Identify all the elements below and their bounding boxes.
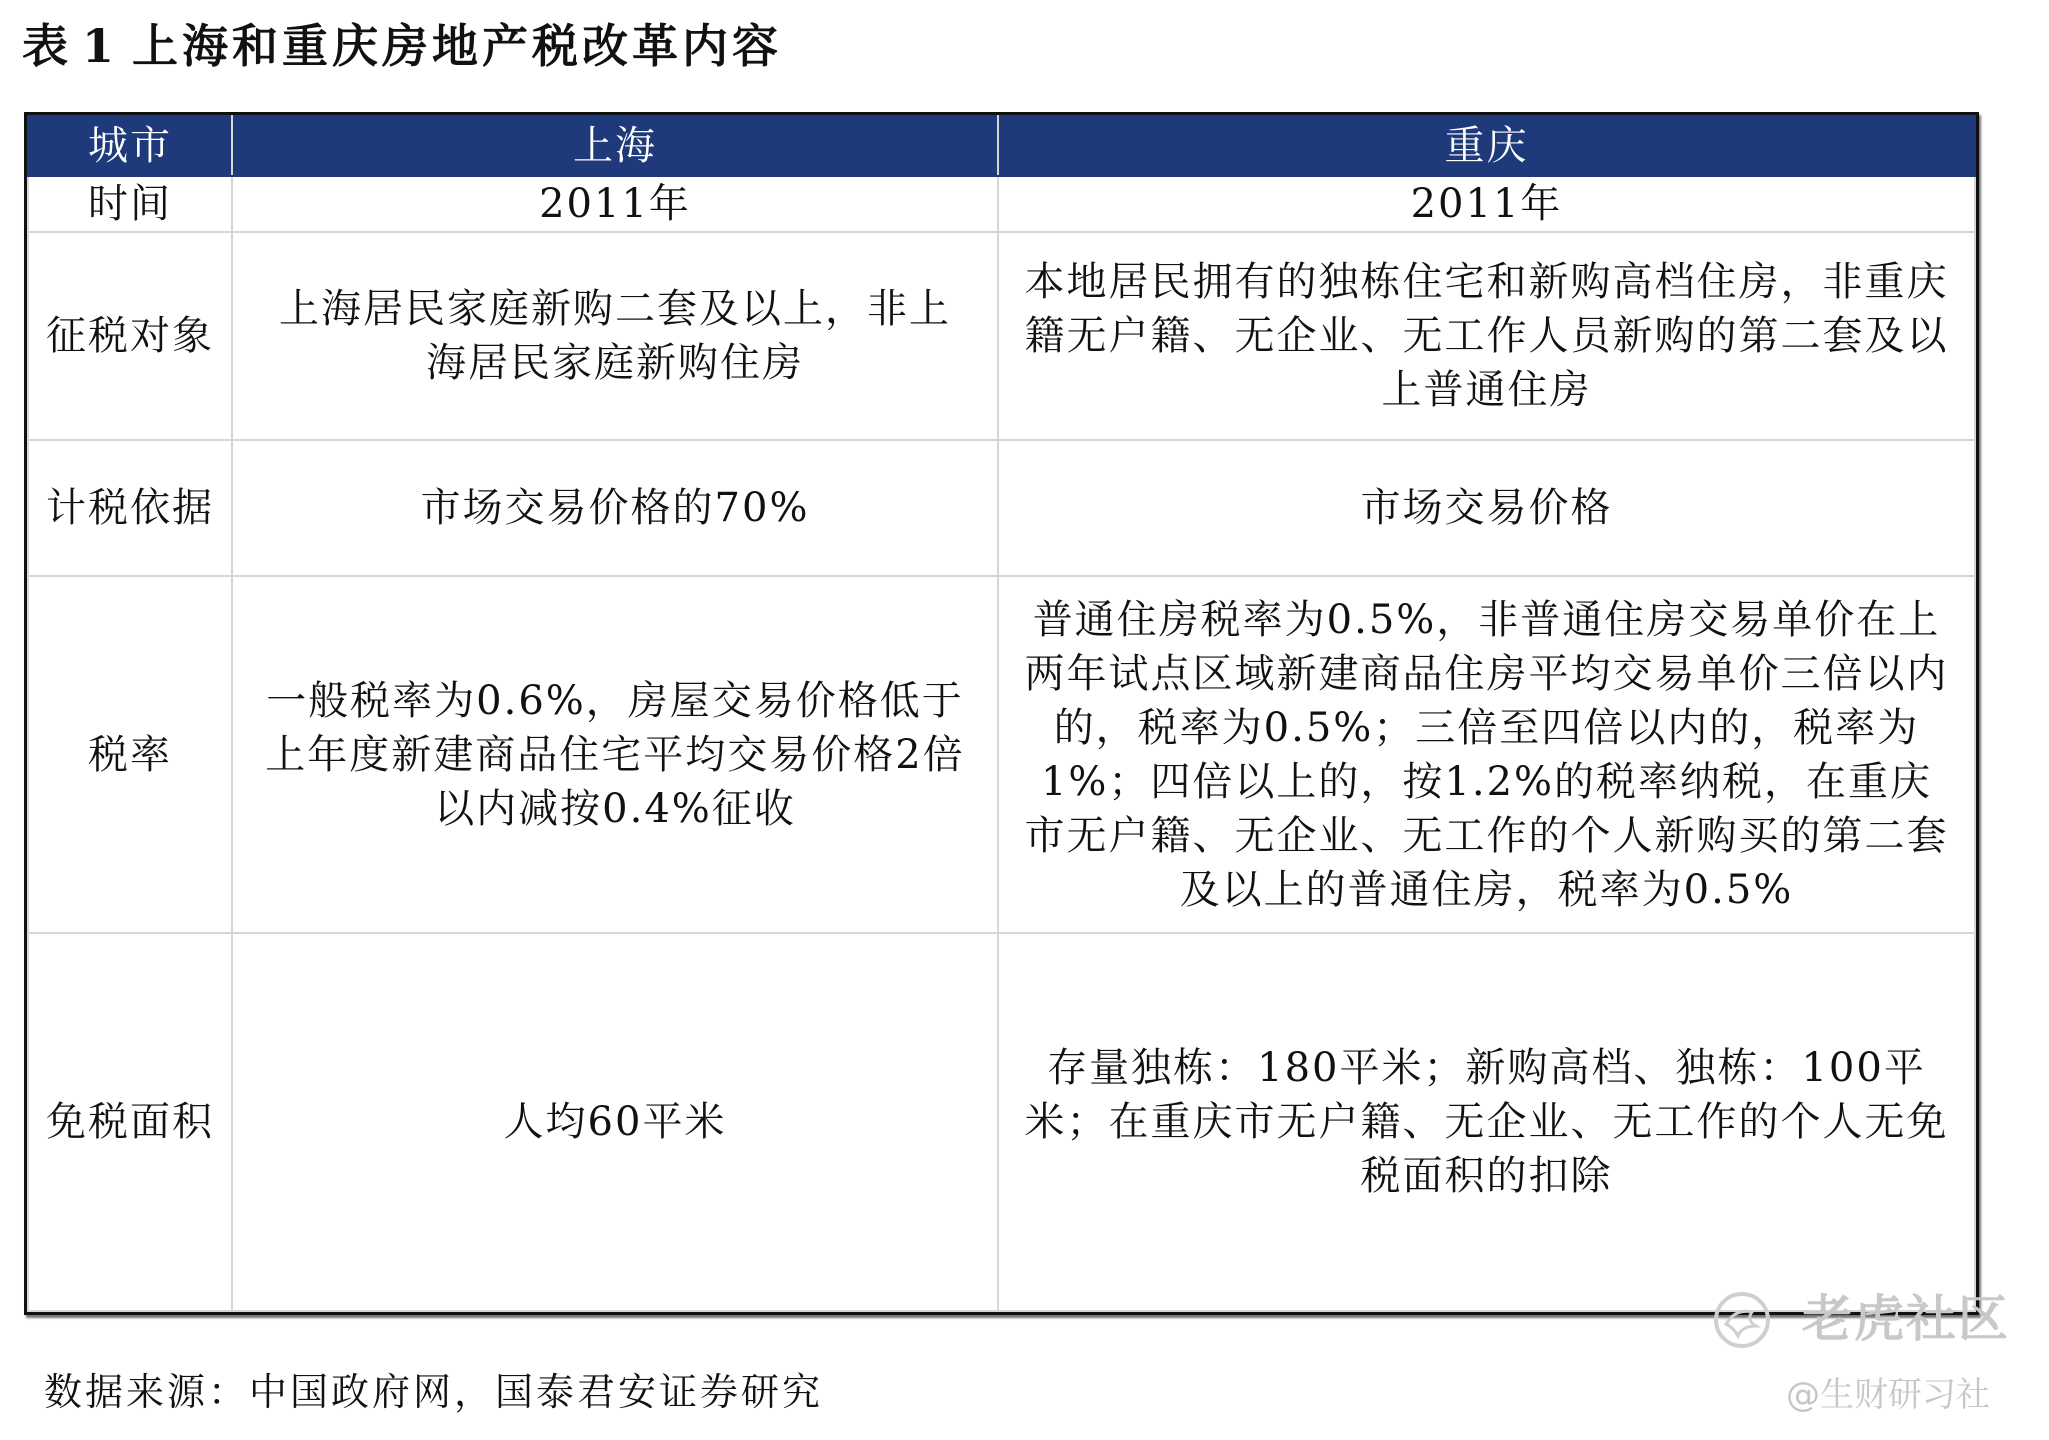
cell-chongqing-time: 2011年 xyxy=(998,176,1975,232)
cell-text: 存量独栋：180平米；新购高档、独栋：100平米；在重庆市无户籍、无企业、无工作的个人无免税面积的扣除 xyxy=(1024,1045,1949,1199)
cell-text: 普通住房税率为0.5%，非普通住房交易单价在上两年试点区域新建商品住房平均交易单价三倍以内的，税率为0.5%；三倍至四倍以内的，税率为1%；四倍以上的，按1.2%的税率纳税，在重庆市无户籍、无企业、无工作的个人新购买的第二套及以上的普通住房，税率为0.5% xyxy=(1024,596,1949,913)
cell-chongqing-tax-basis: 市场交易价格 xyxy=(998,440,1975,576)
cell-text: 一般税率为0.6%，房屋交易价格低于上年度新建商品住宅平均交易价格2倍以内减按0.4%征收 xyxy=(265,677,965,832)
row-label-tax-target: 征税对象 xyxy=(28,232,232,440)
cell-shanghai-exempt-area: 人均60平米 xyxy=(232,933,998,1311)
cell-shanghai-time: 2011年 xyxy=(232,176,998,232)
cell-shanghai-tax-basis: 市场交易价格的70% xyxy=(232,440,998,576)
table-title-number: 1 xyxy=(82,19,119,73)
row-label-tax-rate: 税率 xyxy=(28,576,232,933)
cell-text: 上海居民家庭新购二套及以上，非上海居民家庭新购住房 xyxy=(279,286,951,386)
table-row xyxy=(28,933,1975,1311)
cell-chongqing-exempt-area xyxy=(998,933,1975,1311)
header-city: 城市 xyxy=(28,116,232,176)
watermark-brand xyxy=(1712,1284,2012,1354)
comparison-table xyxy=(24,112,1979,1315)
header-shanghai: 上海 xyxy=(232,116,998,176)
data-source-note: 数据来源：中国政府网，国泰君安证券研究 xyxy=(44,1370,824,1414)
cell-chongqing-tax-rate xyxy=(998,576,1975,933)
row-label-tax-basis: 计税依据 xyxy=(28,440,232,576)
table-title-text: 上海和重庆房地产税改革内容 xyxy=(132,19,783,73)
watermark-brand-text: 老虎社区 xyxy=(1802,1290,2010,1348)
table-row xyxy=(28,232,1975,440)
table-row xyxy=(28,576,1975,933)
table-row xyxy=(28,176,1975,232)
cell-shanghai-tax-rate xyxy=(232,576,998,933)
row-label-time: 时间 xyxy=(28,176,232,232)
cell-text: 本地居民拥有的独栋住宅和新购高档住房，非重庆籍无户籍、无企业、无工作人员新购的第二套及以上普通住房 xyxy=(1024,259,1949,413)
property-tax-table xyxy=(27,115,1976,1312)
tiger-logo-icon xyxy=(1712,1290,1772,1350)
table-title-prefix: 表 xyxy=(22,19,72,73)
watermark-handle: @生财研习社 xyxy=(1786,1375,1990,1415)
table-header-row xyxy=(28,116,1975,176)
table-row xyxy=(28,440,1975,576)
cell-shanghai-tax-target xyxy=(232,232,998,440)
row-label-exempt-area: 免税面积 xyxy=(28,933,232,1311)
cell-chongqing-tax-target xyxy=(998,232,1975,440)
table-title xyxy=(22,14,782,78)
header-chongqing: 重庆 xyxy=(998,116,1975,176)
